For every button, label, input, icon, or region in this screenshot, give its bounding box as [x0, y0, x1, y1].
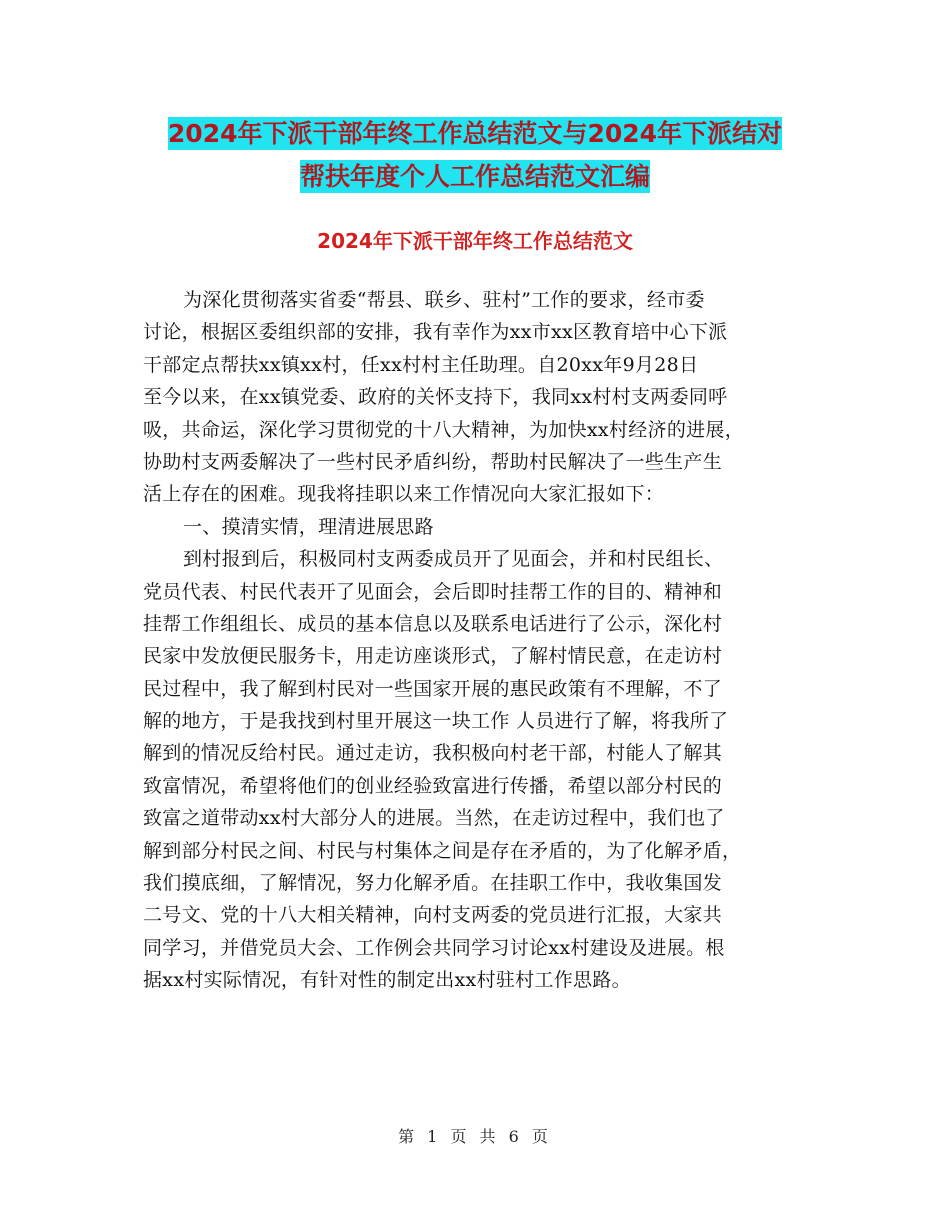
body-line: 民家中发放便民服务卡，用走访座谈形式，了解村情民意，在走访村: [143, 645, 723, 668]
body-line: 二号文、党的十八大相关精神，向村支两委的党员进行汇报，大家共: [143, 904, 723, 927]
section-heading: 一、摸清实情，理清进展思路: [183, 515, 434, 538]
body-line: 干部定点帮扶xx镇xx村，任xx村村主任助理。自20xx年9月28日: [143, 353, 699, 376]
body-line: 到村报到后，积极同村支两委成员开了见面会，并和村民组长、: [183, 548, 724, 571]
body-line: 吸，共命运，深化学习贯彻党的十八大精神，为加快xx村经济的进展，: [143, 418, 745, 441]
body-text: [143, 284, 807, 997]
body-line: 解的地方，于是我找到村里开展这一块工作 人员进行了解，将我所了: [143, 710, 729, 733]
body-line: 据xx村实际情况，有针对性的制定出xx村驻村工作思路。: [143, 969, 631, 992]
body-line: 党员代表、村民代表开了见面会，会后即时挂帮工作的目的、精神和: [143, 580, 723, 603]
main-title-line-2: 帮扶年度个人工作总结范文汇编: [299, 162, 650, 191]
body-line: 致富情况，希望将他们的创业经验致富进行传播，希望以部分村民的: [143, 774, 723, 797]
body-line: 挂帮工作组组长、成员的基本信息以及联系电话进行了公示，深化村: [143, 612, 723, 635]
body-line: 民过程中，我了解到村民对一些国家开展的惠民政策有不理解，不了: [143, 677, 723, 700]
body-line: 同学习，并借党员大会、工作例会共同学习讨论xx村建设及进展。根: [143, 936, 725, 959]
body-line: 我们摸底细，了解情况，努力化解矛盾。在挂职工作中，我收集国发: [143, 872, 723, 895]
body-line: 至今以来，在xx镇党委、政府的关怀支持下，我同xx村村支两委同呼: [143, 386, 728, 409]
body-line: 致富之道带动xx村大部分人的进展。当然，在走访过程中，我们也了: [143, 807, 725, 830]
page-footer: 第 1 页 共 6 页: [398, 1127, 552, 1146]
main-title-line-1: 2024年下派干部年终工作总结范文与2024年下派结对: [167, 119, 783, 148]
body-line: 活上存在的困难。现我将挂职以来工作情况向大家汇报如下：: [143, 483, 665, 506]
body-line: 解到部分村民之间、村民与村集体之间是存在矛盾的，为了化解矛盾，: [143, 839, 742, 862]
body-line: 解到的情况反给村民。通过走访，我积极向村老干部，村能人了解其: [143, 742, 723, 765]
body-line: 讨论，根据区委组织部的安排，我有幸作为xx市xx区教育培中心下派: [143, 321, 728, 344]
section-title: 2024年下派干部年终工作总结范文: [317, 229, 633, 253]
body-line: 为深化贯彻落实省委“帮县、联乡、驻村”工作的要求，经市委: [183, 289, 705, 311]
body-line: 协助村支两委解决了一些村民矛盾纠纷，帮助村民解决了一些生产生: [143, 450, 723, 473]
